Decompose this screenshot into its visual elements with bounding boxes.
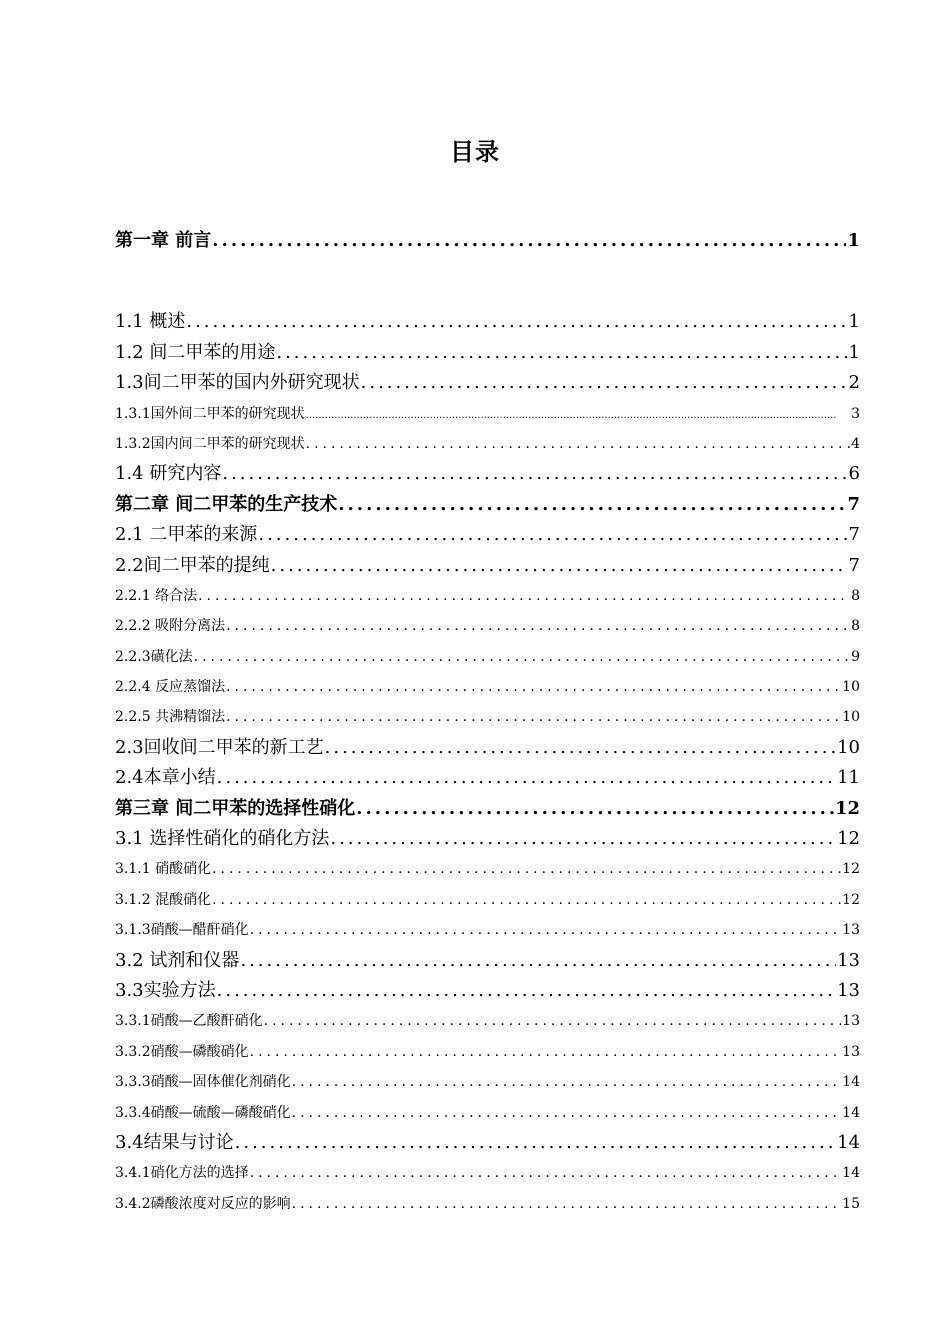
- toc-entry[interactable]: [115, 520, 860, 550]
- toc-entry-label: 3.4.1硝化方法的选择: [115, 1165, 249, 1182]
- toc-page-number: 4: [851, 435, 860, 452]
- dot-leader: [276, 338, 847, 368]
- toc-entry-label: 2.2.3磺化法: [115, 648, 193, 665]
- dot-leader: [250, 915, 842, 945]
- toc-entry[interactable]: [115, 854, 860, 884]
- toc-entry-label: 3.1.3硝酸—醋酐硝化: [115, 922, 249, 939]
- toc-entry[interactable]: [115, 551, 860, 581]
- dot-leader: [226, 611, 850, 641]
- toc-entry[interactable]: [115, 976, 860, 1006]
- toc-page-number: 8: [851, 587, 860, 604]
- toc-page-number: 12: [842, 861, 860, 878]
- toc-page-number: 10: [842, 679, 860, 696]
- toc-page-number: 3: [851, 405, 860, 422]
- toc-page-number: 6: [848, 463, 860, 485]
- dot-leader: [306, 401, 850, 429]
- toc-page-number: 8: [851, 618, 860, 635]
- toc-entry[interactable]: [115, 1158, 860, 1188]
- dot-leader: [240, 946, 836, 976]
- toc-entry-label: 1.2 间二甲苯的用途: [115, 341, 276, 363]
- toc-entry[interactable]: [115, 307, 860, 337]
- toc-page-number: 1: [847, 230, 860, 251]
- toc-entry-label: 3.2 试剂和仪器: [115, 949, 240, 971]
- toc-entry[interactable]: [115, 429, 860, 459]
- toc-page-number: 13: [842, 1013, 860, 1030]
- toc-page-number: 15: [842, 1195, 860, 1212]
- toc-entry-label: 3.1.1 硝酸硝化: [115, 861, 212, 878]
- toc-page-number: 10: [837, 736, 860, 758]
- page-title: 目录: [450, 138, 500, 166]
- toc-entry-label: 3.4结果与讨论: [115, 1131, 234, 1153]
- toc-entry[interactable]: [115, 885, 860, 915]
- toc-entry-label: 1.1 概述: [115, 311, 186, 333]
- spacer: [115, 256, 860, 307]
- toc-entry[interactable]: [115, 1006, 860, 1036]
- toc-entry-label: 第二章 间二甲苯的生产技术: [115, 493, 338, 515]
- toc-entry[interactable]: [115, 946, 860, 976]
- dot-leader: [250, 1037, 842, 1067]
- toc-entry[interactable]: [115, 1189, 860, 1219]
- toc-entry[interactable]: [115, 1037, 860, 1067]
- toc-entry-label: 2.2.1 络合法: [115, 587, 198, 604]
- toc-page-number: 12: [837, 828, 860, 850]
- toc-entry[interactable]: [115, 672, 860, 702]
- toc-entry-label: 3.1 选择性硝化的硝化方法: [115, 828, 330, 850]
- toc-entry-chapter-2[interactable]: [115, 490, 860, 520]
- dot-leader: [226, 672, 841, 702]
- dot-leader: [292, 1098, 842, 1128]
- dot-leader: [212, 854, 841, 884]
- toc-entry[interactable]: [115, 368, 860, 398]
- toc-entry-label: 3.4.2磷酸浓度对反应的影响: [115, 1195, 291, 1212]
- toc-page-number: 9: [851, 648, 860, 665]
- toc-entry-label: 2.3回收间二甲苯的新工艺: [115, 736, 324, 758]
- dot-leader: [222, 459, 847, 489]
- toc-page-number: 12: [834, 797, 860, 819]
- toc-entry-label: 3.1.2 混酸硝化: [115, 891, 212, 908]
- dot-leader: [217, 976, 836, 1006]
- dot-leader: [194, 642, 850, 672]
- dot-leader: [212, 226, 846, 256]
- toc-entry-label: 1.3.1国外间二甲苯的研究现状: [115, 405, 305, 422]
- dot-leader: [250, 1158, 842, 1188]
- toc-entry-label: 3.3.3硝酸—固体催化剂硝化: [115, 1074, 291, 1091]
- toc-entry-label: 2.2.5 共沸精馏法: [115, 709, 226, 726]
- dot-leader: [235, 1128, 836, 1158]
- dot-leader: [258, 520, 847, 550]
- toc-entry-label: 2.1 二甲苯的来源: [115, 524, 258, 546]
- toc-entry[interactable]: [115, 642, 860, 672]
- toc-entry[interactable]: [115, 1128, 860, 1158]
- toc-entry[interactable]: [115, 581, 860, 611]
- dot-leader: [306, 429, 850, 459]
- toc-entry-label: 1.3间二甲苯的国内外研究现状: [115, 372, 360, 394]
- toc-page-number: 14: [842, 1074, 860, 1091]
- toc-page-number: 1: [848, 341, 860, 363]
- dot-leader: [217, 763, 836, 793]
- dot-leader: [292, 1189, 842, 1219]
- toc-entry[interactable]: [115, 824, 860, 854]
- toc-page-number: 13: [837, 949, 860, 971]
- toc-entry[interactable]: [115, 399, 860, 429]
- toc-entry-label: 第一章 前言: [115, 230, 212, 251]
- toc-entry-chapter-3[interactable]: [115, 794, 860, 824]
- toc-entry[interactable]: [115, 1098, 860, 1128]
- dot-leader: [325, 733, 836, 763]
- toc-entry[interactable]: [115, 733, 860, 763]
- toc-entry[interactable]: [115, 611, 860, 641]
- dot-leader: [198, 581, 850, 611]
- toc-page-number: 7: [848, 524, 860, 546]
- toc-entry-label: 2.2间二甲苯的提纯: [115, 554, 270, 576]
- toc-page-number: 1: [848, 311, 860, 333]
- toc-page-number: 11: [837, 767, 860, 789]
- toc-page-number: 2: [848, 372, 860, 394]
- dot-leader: [356, 794, 834, 824]
- toc-page-number: 14: [842, 1165, 860, 1182]
- dot-leader: [338, 490, 846, 520]
- toc-entry-label: 2.4本章小结: [115, 767, 216, 789]
- toc-entry[interactable]: [115, 763, 860, 793]
- toc-entry-label: 第三章 间二甲苯的选择性硝化: [115, 797, 356, 819]
- toc-page-number: 12: [842, 891, 860, 908]
- dot-leader: [330, 824, 836, 854]
- toc-entry[interactable]: [115, 338, 860, 368]
- toc-entry[interactable]: [115, 915, 860, 945]
- toc-page-number: 10: [842, 709, 860, 726]
- toc-page-number: 13: [842, 922, 860, 939]
- toc-entry-label: 1.3.2国内间二甲苯的研究现状: [115, 435, 305, 452]
- dot-leader: [361, 368, 848, 398]
- toc-entry-label: 1.4 研究内容: [115, 463, 222, 485]
- dot-leader: [226, 702, 841, 732]
- toc-entry[interactable]: [115, 702, 860, 732]
- toc-entry-label: 3.3实验方法: [115, 979, 216, 1001]
- toc-entry-label: 3.3.1硝酸—乙酸酐硝化: [115, 1013, 263, 1030]
- toc-page-number: 13: [837, 979, 860, 1001]
- toc-page-number: 13: [842, 1043, 860, 1060]
- toc-entry[interactable]: [115, 459, 860, 489]
- toc-entry-label: 2.2.4 反应蒸馏法: [115, 679, 226, 696]
- dot-leader: [212, 885, 841, 915]
- toc-page-number: 7: [847, 493, 860, 515]
- toc-entry-label: 3.3.4硝酸—硫酸—磷酸硝化: [115, 1104, 291, 1121]
- toc-entry-label: 3.3.2硝酸—磷酸硝化: [115, 1043, 249, 1060]
- dot-leader: [264, 1006, 842, 1036]
- table-of-contents: [115, 226, 860, 1219]
- toc-page-number: 14: [842, 1104, 860, 1121]
- toc-page-number: 7: [848, 554, 860, 576]
- toc-entry-chapter-1[interactable]: [115, 226, 860, 256]
- dot-leader: [292, 1067, 842, 1097]
- toc-page-number: 14: [837, 1131, 860, 1153]
- toc-entry-label: 2.2.2 吸附分离法: [115, 618, 226, 635]
- toc-entry[interactable]: [115, 1067, 860, 1097]
- dot-leader: [186, 307, 847, 337]
- dot-leader: [271, 551, 848, 581]
